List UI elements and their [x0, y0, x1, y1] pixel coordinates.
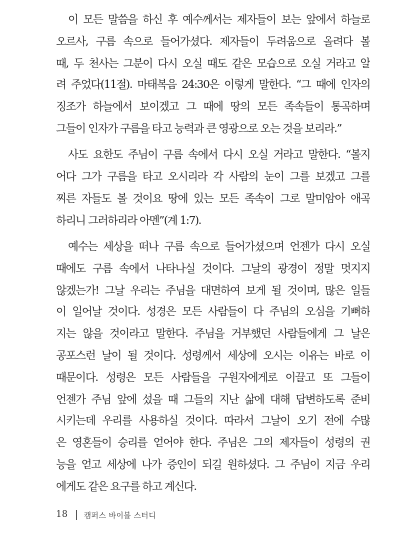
footer-divider: [76, 510, 77, 520]
page-footer: [56, 508, 156, 522]
text-line: 오르사, 구름 속으로 들어가셨다. 제자들이 두려움으로 올려다 볼: [56, 34, 370, 48]
text-line: 징조가 하늘에서 보이겠고 그 때에 땅의 모든 족속들이 통곡하며: [56, 100, 370, 114]
text-line: 은 영혼들이 승리를 얻어야 한다. 주님은 그의 제자들이 성령의 권: [56, 436, 370, 450]
text-line: 공포스런 날이 될 것이다. 성령께서 세상에 오시는 이유는 바로 이: [56, 348, 370, 362]
text-line: 어다 그가 구름을 타고 오시리라 각 사람의 눈이 그를 보겠고 그를: [56, 170, 370, 184]
body-text: [56, 9, 370, 502]
text-line: 시키는데 우리를 사용하실 것이다. 따라서 그날이 오기 전에 수많: [56, 414, 370, 428]
text-line: 않겠는가! 그날 우리는 주님을 대면하여 보게 될 것이며, 많은 일들: [56, 283, 370, 297]
text-line: 때에도 구름 속에서 나타나실 것이다. 그날의 광경이 정말 멋지지: [56, 261, 370, 275]
text-line: 언젠가 주님 앞에 섰을 때 그들의 지난 삶에 대해 답변하도록 준비: [56, 392, 370, 406]
text-line: 때, 두 천사는 그분이 다시 오실 때도 같은 모습으로 오실 거라고 알: [56, 56, 370, 70]
page-number: 18: [56, 510, 68, 520]
text-line: 예수는 세상을 떠나 구름 속으로 들어가셨으며 언젠가 다시 오실: [68, 239, 370, 253]
book-title: 캠퍼스 바이블 스터디: [83, 510, 157, 520]
text-line: 사도 요한도 주님이 구름 속에서 다시 오실 거라고 말한다. “볼지: [68, 148, 370, 162]
text-line: 에게도 같은 요구를 하고 계신다.: [56, 479, 197, 493]
text-line: 그들이 인자가 구름을 타고 능력과 큰 영광으로 오는 것을 보리라.”: [56, 121, 342, 135]
text-line: 찌른 자들도 볼 것이요 땅에 있는 모든 족속이 그로 말미암아 애곡: [56, 191, 370, 205]
text-line: 이 모든 말씀을 하신 후 예수께서는 제자들이 보는 앞에서 하늘로: [68, 13, 370, 26]
text-line: 능을 얻고 세상에 나가 증인이 되길 원하셨다. 그 주님이 지금 우리: [56, 457, 370, 471]
text-line: 려 주었다(11절). 마태복음 24:30은 이렇게 말한다. “그 때에 인자의: [56, 78, 370, 92]
text-line: 하리니 그러하리라 아멘”(계 1:7).: [56, 213, 201, 227]
text-line: 이 일어날 것이다. 성경은 모든 사람들이 다 주님의 오심을 기뻐하: [56, 305, 370, 319]
paragraph: [56, 144, 370, 231]
text-line: 때문이다. 성령은 모든 사람들을 구원자에게로 이끌고 또 그들이: [56, 370, 370, 384]
paragraph: [56, 9, 370, 140]
text-line: 지는 않을 것이라고 말한다. 주님을 거부했던 사람들에게 그 날은: [56, 327, 370, 341]
paragraph: [56, 236, 370, 498]
